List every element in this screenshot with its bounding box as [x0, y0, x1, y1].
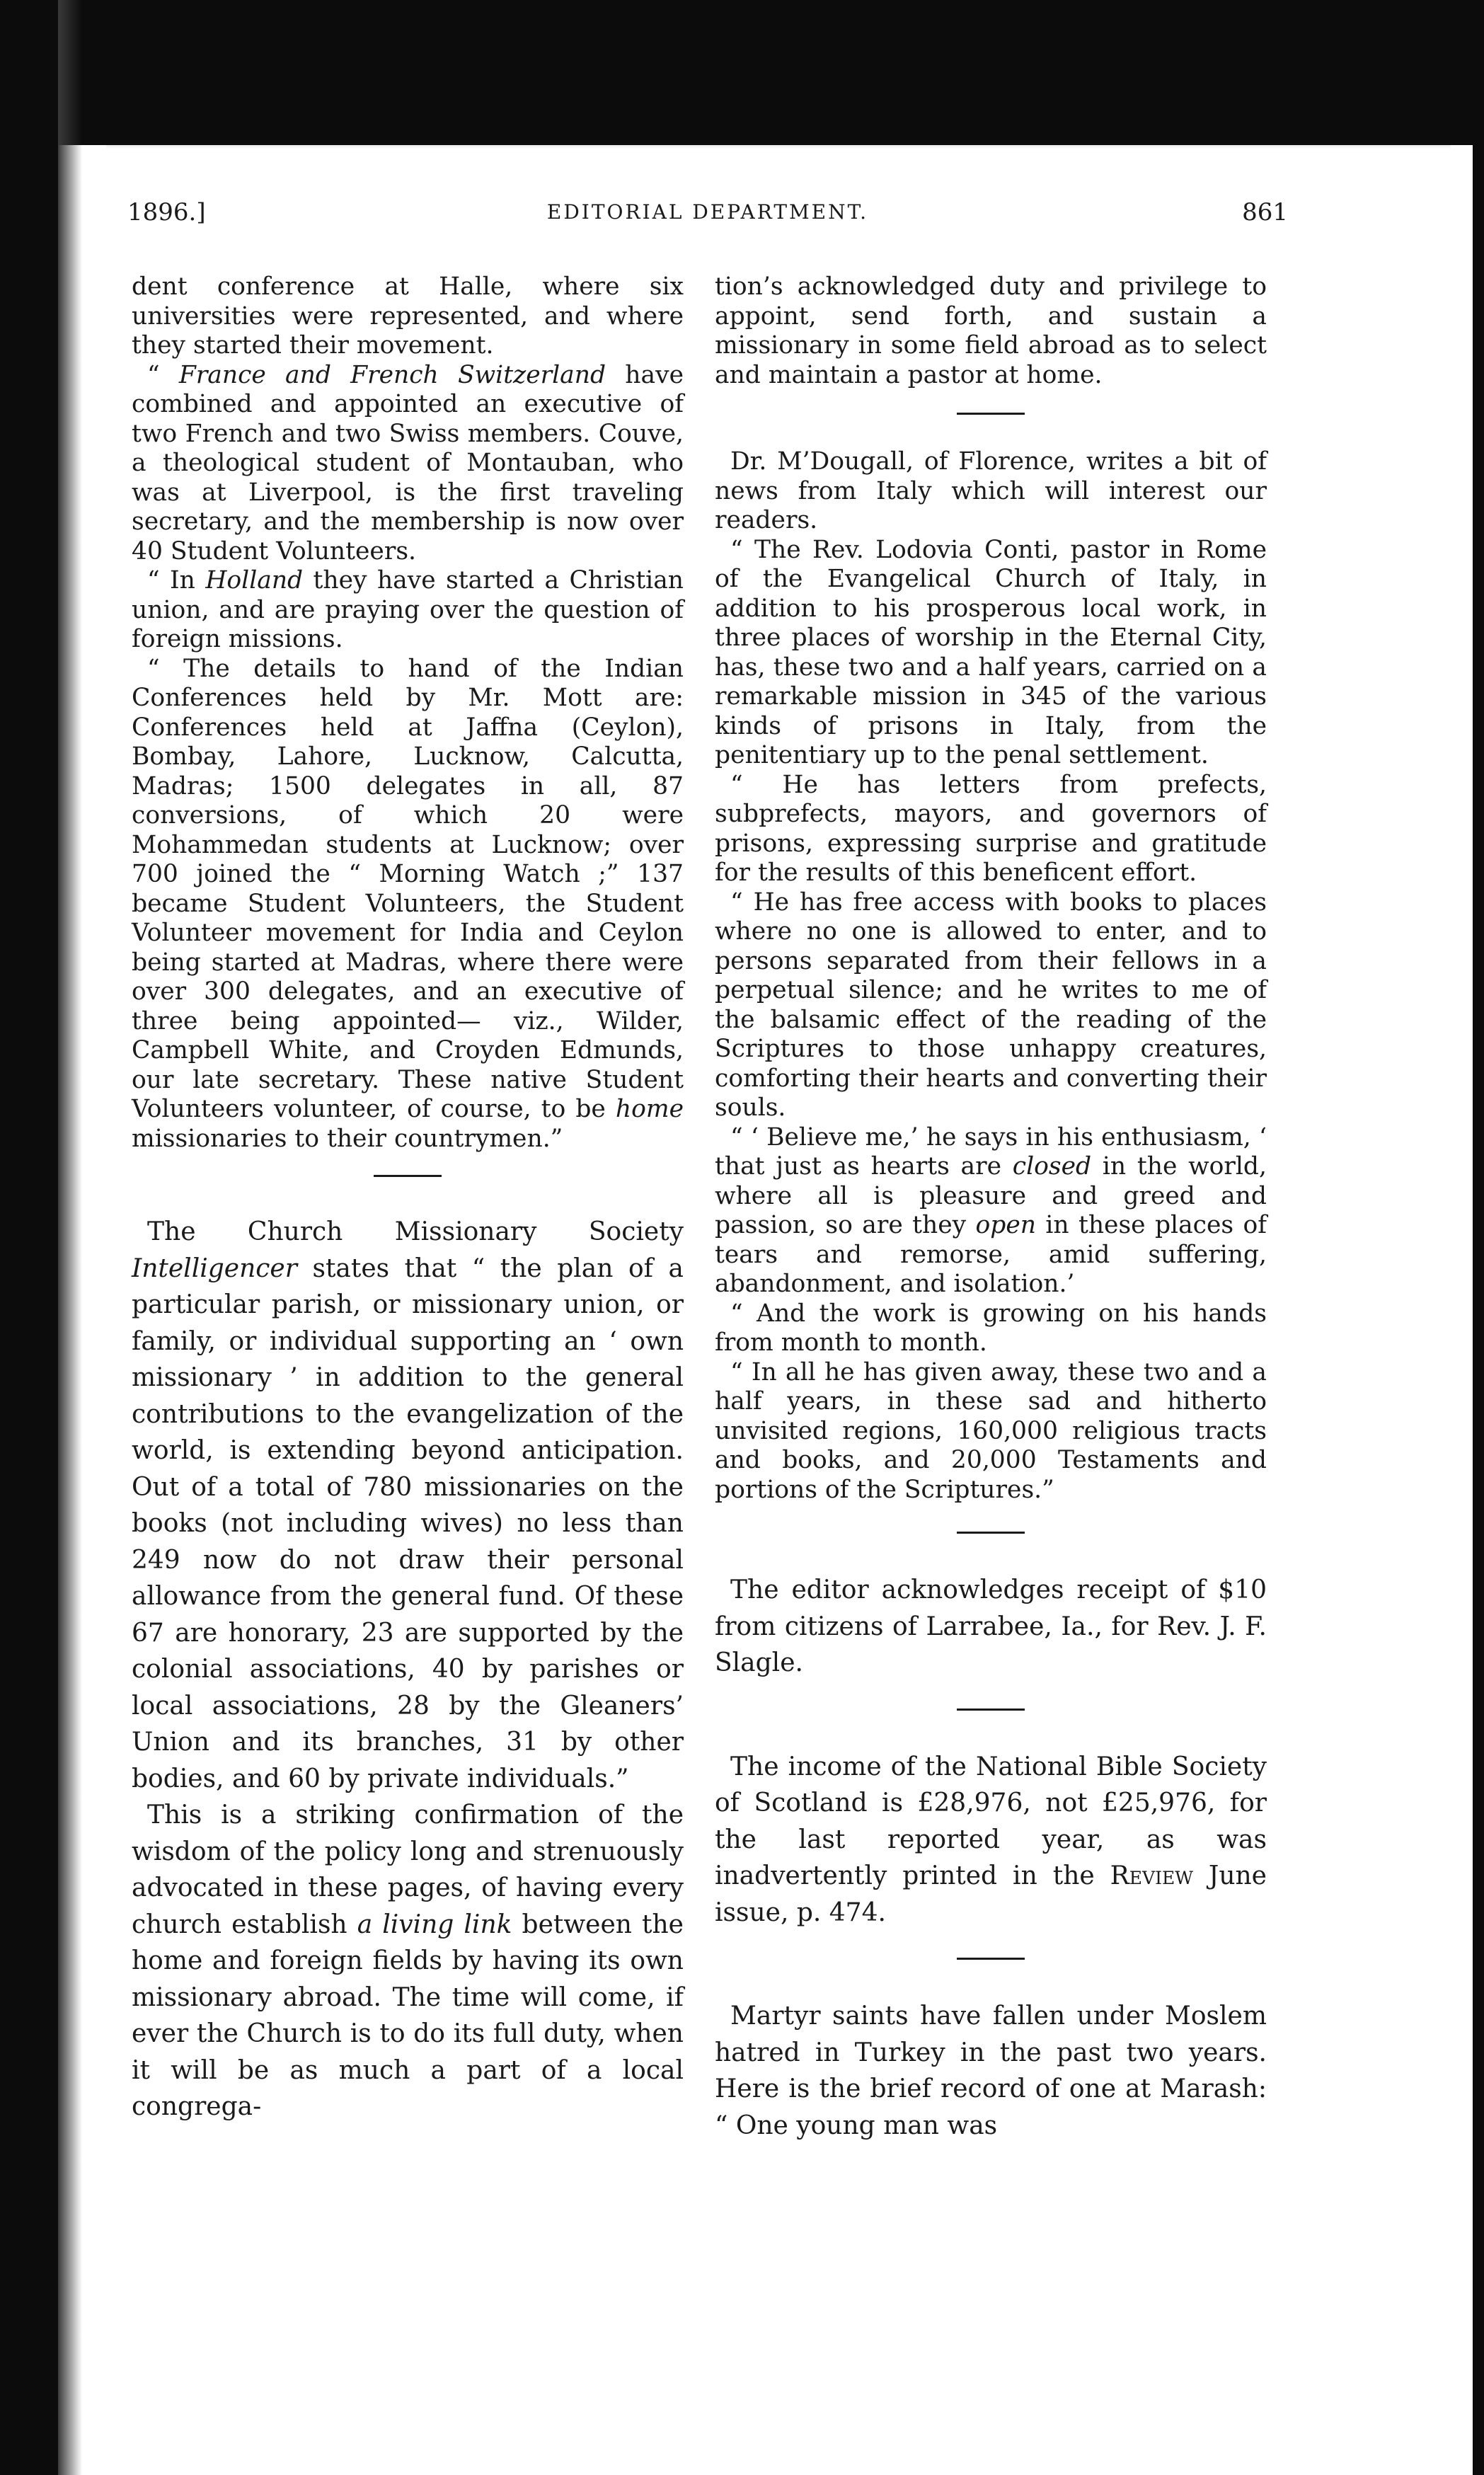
paragraph: “ The Rev. Lodovia Conti, pastor in Rome of the Evangelical Church of Italy, in addition to his prosperous local work, in three places of worship in the Eternal City, has, these two and a half years, carried on a remarkable mission in 345 of the various kinds of prisons in Italy, from the penitentiary up to the penal settlement.	[715, 535, 1267, 769]
emphasis: closed	[1012, 1152, 1092, 1181]
paragraph: dent conference at Halle, where six universities were represented, and where they started their movement.	[132, 272, 684, 360]
section-divider	[374, 1175, 442, 1177]
text-run: between the home and foreign fields by having its own missionary abroad. The time will come, if ever the Church is to do its full duty, when it will be as much a part of a local congrega-	[132, 1910, 684, 2121]
paragraph	[715, 1123, 1267, 1299]
text-run: “ ‘ Believe me,’ he says in his enthusiasm, ‘ that just as hearts are	[715, 1122, 1267, 1181]
paragraph: The editor acknowledges receipt of $10 from citizens of Larrabee, Ia., for Rev. J. F. Slagle.	[715, 1575, 1267, 1677]
emphasis: France and French Switzerland	[178, 360, 606, 389]
scan-border-left	[0, 0, 58, 2475]
text-run: have combined and appointed an executive of two French and two Swiss members. Couve, a theological student of Montauban, who was at Liverpool, is the first traveling secretary, and the membership is now over 40 Student Volunteers.	[132, 360, 684, 565]
header-section-title: EDITORIAL DEPARTMENT.	[546, 200, 869, 224]
paragraph: Dr. M’Dougall, of Florence, writes a bit of news from Italy which will interest our readers.	[715, 447, 1267, 534]
text-run: June issue, p. 474.	[715, 1861, 1267, 1927]
scan-border-top-shadow	[106, 106, 1451, 149]
emphasis: Intelligencer	[132, 1253, 297, 1283]
right-column	[715, 272, 1267, 2144]
emphasis: home	[615, 1095, 684, 1123]
scan-border-left-shadow	[58, 0, 82, 2475]
text-run: “ The details to hand of the Indian Conferences held by Mr. Mott are: Conferences held at Jaffna (Ceylon), Bombay, Lahore, Lucknow, Calcutta, Madras; 1500 delegates in all, 87 conversions, of which 20 were Mohammedan students at Lucknow; over 700 joined the “ Morning Watch ;” 137 became Student Volunteers, the Student Volunteer movement for India and Ceylon being started at Madras, where there were over 300 delegates, and an executive of three being appointed— viz., Wilder, Campbell White, and Croyden Edmunds, our late secretary. These native Student Volunteers volunteer, of course, to be	[132, 654, 684, 1123]
text-run: in these places of tears and remorse, amid suffering, abandonment, and isolation.’	[715, 1211, 1267, 1298]
emphasis: Holland	[205, 566, 304, 595]
text-run: This is a striking confirmation of the wisdom of the policy long and strenuously advocated in these pages, of having every church establish	[132, 1801, 684, 1939]
text-run: missionaries to their countrymen.”	[132, 1124, 563, 1153]
header-page-number: 861	[1242, 198, 1288, 226]
paragraph: “ He has letters from prefects, subprefects, mayors, and governors of prisons, expressing surprise and gratitude for the results of this beneficent effort.	[715, 770, 1267, 887]
paragraph: “ And the work is growing on his hands from month to month.	[715, 1299, 1267, 1357]
text-run: in the world, where all is pleasure and greed and passion, so are they	[715, 1152, 1267, 1239]
paragraph: “ He has free access with books to places where no one is allowed to enter, and to persons separated from their fellows in a perpetual silence; and he writes to me of the balsamic effect of the reading of the Scriptures to those unhappy creatures, comforting their hearts and converting their souls.	[715, 888, 1267, 1122]
paragraph	[132, 1214, 684, 1797]
emphasis: a living link	[357, 1910, 512, 1939]
section-divider	[957, 1709, 1025, 1711]
paragraph: “ In Holland they have started a Christian union, and are praying over the question of foreign missions.	[132, 566, 684, 653]
paragraph: tion’s acknowledged duty and privilege to appoint, send forth, and sustain a missionary in some field abroad as to select and maintain a pastor at home.	[715, 272, 1267, 389]
section-divider	[957, 1958, 1025, 1960]
paragraph	[715, 1749, 1267, 1931]
header-year: 1896.]	[127, 198, 206, 226]
paragraph	[132, 655, 684, 1154]
paragraph: Martyr saints have fallen under Moslem hatred in Turkey in the past two years. Here is the brief record of one at Marash: “ One young man was	[715, 2002, 1267, 2140]
paragraph	[132, 1797, 684, 2125]
text-run: states that “ the plan of a particular parish, or missionary union, or family, or individual supporting an ‘ own missionary ’ in addition to the general contributions to the evangelization of the world, is extending beyond anticipation. Out of a total of 780 missionaries on the books (not including wives) no less than 249 now do not draw their personal allowance from the general fund. Of these 67 are honorary, 23 are supported by the colonial associations, 40 by parishes or local associations, 28 by the Gleaners’ Union and its branches, 31 by other bodies, and 60 by private individuals.”	[132, 1253, 684, 1793]
paragraph: “ In all he has given away, these two and a half years, in these sad and hitherto unvisited regions, 160,000 religious tracts and books, and 20,000 Testaments and portions of the Scriptures.”	[715, 1357, 1267, 1504]
paragraph: “ France and French Switzerland have combined and appointed an executive of two French and two Swiss members. Couve, a theological student of Montauban, who was at Liverpool, is the first traveling secretary, and the membership is now over 40 Student Volunteers.	[132, 360, 684, 565]
text-run: they have started a Christian union, and are praying over the question of foreign missions.	[132, 566, 684, 653]
section-divider	[957, 413, 1025, 415]
emphasis: open	[975, 1211, 1036, 1239]
section-divider	[957, 1532, 1025, 1534]
running-head	[127, 191, 1288, 234]
text-run: The income of the National Bible Society of Scotland is £28,976, not £25,976, for the last reported year, as was inadvertently printed in the	[715, 1752, 1267, 1890]
left-column	[132, 272, 684, 2125]
small-caps-text: Review	[1110, 1861, 1193, 1890]
text-run: The Church Missionary Society	[147, 1217, 684, 1246]
scan-border-right	[1473, 0, 1484, 2475]
